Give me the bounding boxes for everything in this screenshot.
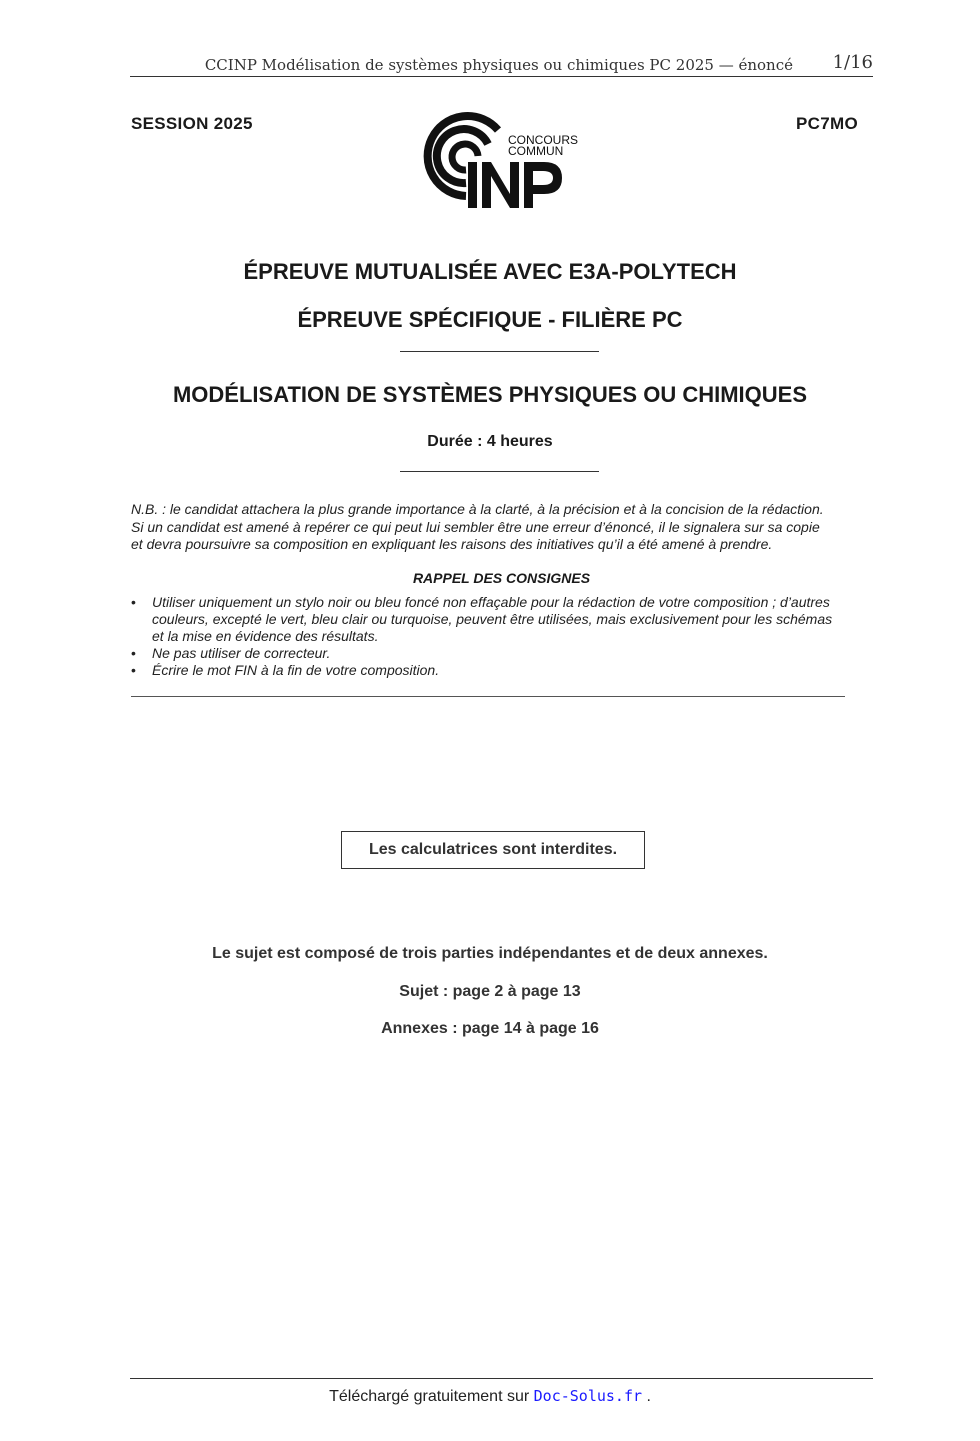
bullet-icon: • bbox=[131, 594, 136, 610]
title-epreuve-specifique: ÉPREUVE SPÉCIFIQUE - FILIÈRE PC bbox=[297, 307, 683, 332]
list-item bbox=[131, 594, 876, 645]
divider bbox=[131, 696, 845, 697]
bullet-icon: • bbox=[131, 645, 136, 661]
consignes-heading: RAPPEL DES CONSIGNES bbox=[412, 570, 591, 586]
footer-prefix: Téléchargé gratuitement sur bbox=[329, 1388, 534, 1405]
footer-divider bbox=[130, 1378, 873, 1379]
list-item-line: Utiliser uniquement un stylo noir ou bleu foncé non effaçable pour la rédaction de votre composition ; d’autres bbox=[152, 594, 830, 610]
footer-suffix: . bbox=[642, 1388, 651, 1405]
divider bbox=[400, 351, 599, 352]
running-header bbox=[130, 52, 873, 77]
list-item-line: et la mise en évidence des résultats. bbox=[152, 628, 379, 644]
logo-concours: CONCOURS bbox=[508, 133, 579, 147]
list-item-line: Ne pas utiliser de correcteur. bbox=[152, 645, 331, 661]
duration: Durée : 4 heures bbox=[427, 433, 553, 450]
exam-code: PC7MO bbox=[796, 114, 858, 133]
list-item bbox=[131, 662, 876, 679]
subject-title: MODÉLISATION DE SYSTÈMES PHYSIQUES OU CHIMIQUES bbox=[172, 382, 807, 407]
logo-commun: COMMUN bbox=[508, 144, 564, 158]
structure-sujet: Sujet : page 2 à page 13 bbox=[399, 983, 581, 1000]
consignes-list bbox=[131, 594, 876, 679]
list-item-line: Écrire le mot FIN à la fin de votre composition. bbox=[152, 662, 440, 678]
doc-solus-link[interactable]: Doc-Solus.fr bbox=[533, 1387, 643, 1405]
bullet-icon: • bbox=[131, 662, 136, 678]
title-epreuve-mutualisee: ÉPREUVE MUTUALISÉE AVEC E3A-POLYTECH bbox=[243, 259, 737, 284]
nb-line: N.B. : le candidat attachera la plus grande importance à la clarté, à la précision et à la concision de la rédaction. bbox=[131, 501, 824, 517]
structure-composition: Le sujet est composé de trois parties indépendantes et de deux annexes. bbox=[212, 945, 768, 962]
nb-line: Si un candidat est amené à repérer ce qui peut lui sembler être une erreur d’énoncé, il le signalera sur sa copie bbox=[131, 518, 820, 535]
calculator-notice: Les calculatrices sont interdites. bbox=[341, 831, 645, 869]
list-item-line: couleurs, excepté le vert, bleu clair ou turquoise, peuvent être utilisées, mais exclusivement pour les schémas bbox=[152, 611, 833, 627]
nb-line: et devra poursuivre sa composition en expliquant les raisons des initiatives qu’il a été amené à prendre. bbox=[131, 536, 773, 552]
page-number: 1/16 bbox=[832, 52, 873, 73]
footer bbox=[0, 1387, 980, 1406]
ccinp-logo bbox=[416, 110, 586, 214]
structure-annexes: Annexes : page 14 à page 16 bbox=[381, 1020, 599, 1037]
nb-paragraph bbox=[131, 501, 876, 554]
divider bbox=[400, 471, 599, 472]
running-title: CCINP Modélisation de systèmes physiques ou chimiques PC 2025 — énoncé bbox=[204, 56, 793, 74]
session-label: SESSION 2025 bbox=[131, 114, 253, 133]
list-item bbox=[131, 645, 876, 662]
